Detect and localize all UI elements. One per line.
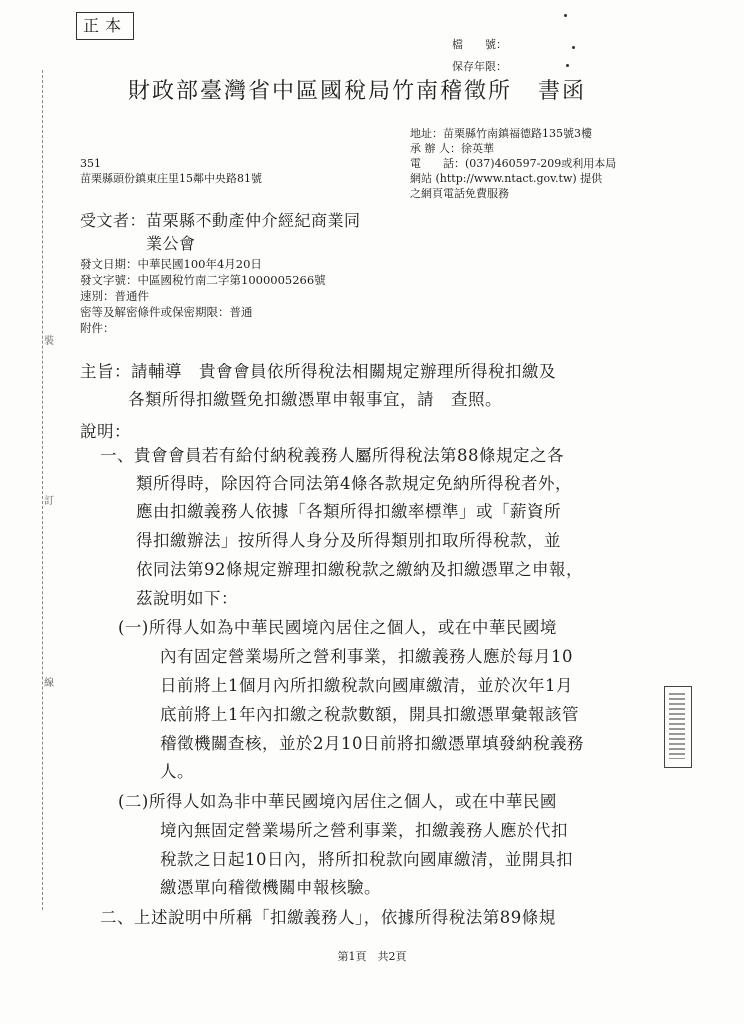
seal-stamp	[664, 686, 692, 768]
delivery-speed: 速別：普通件	[80, 289, 149, 303]
explanation-sub1-line: 人。	[160, 762, 194, 781]
document-type: 書函	[538, 79, 587, 104]
explanation-item1-line: 茲說明如下：	[136, 589, 238, 608]
explanation-sub2-line: 稅款之日起10日內，將所扣稅款向國庫繳清，並開具扣	[160, 850, 573, 869]
original-copy-stamp: 正本	[76, 12, 134, 40]
recipient-line1: 受文者：苗栗縣不動產仲介經紀商業同	[80, 211, 361, 230]
binding-mark: 裝	[44, 336, 54, 347]
explanation-sub1-line: 稽徵機關查核，並於2月10日前將扣繳憑單填發納稅義務	[160, 734, 584, 753]
subject-line2: 各類所得扣繳暨免扣繳憑單申報事宜，請 查照。	[128, 390, 502, 409]
recipient-address-block	[80, 156, 262, 186]
explanation-sub2-line: 繳憑單向稽徵機關申報核驗。	[160, 878, 381, 897]
recipient-address: 苗栗縣頭份鎮東庄里15鄰中央路81號	[80, 172, 262, 185]
file-number-label: 檔 號：	[452, 38, 507, 51]
explanation-heading: 說明：	[80, 422, 131, 441]
sender-info	[410, 126, 616, 201]
retention-period-label: 保存年限：	[452, 60, 507, 73]
explanation-sub1-line: 內有固定營業場所之營利事業，扣繳義務人應於每月10	[160, 647, 573, 666]
scan-speck	[572, 46, 575, 49]
explanation-item1-line: 得扣繳辦法」按所得人身分及所得類別扣取所得稅款，並	[136, 531, 561, 550]
issue-date: 發文日期：中華民國100年4月20日	[80, 257, 262, 271]
sender-website: 網站 (http://www.ntact.gov.tw) 提供	[410, 172, 603, 185]
scan-speck	[564, 14, 567, 17]
explanation-sub2-line: (二)所得人如為非中華民國境內居住之個人，或在中華民國	[118, 792, 557, 811]
explanation-sub1-line: 日前將上1個月內所扣繳稅款向國庫繳清，並於次年1月	[160, 676, 573, 695]
document-meta	[80, 256, 326, 336]
sender-address: 地址：苗栗縣竹南鎮福德路135號3樓	[410, 127, 592, 140]
explanation-item1-line: 一、貴會會員若有給付納稅義務人屬所得稅法第88條規定之各	[100, 446, 564, 465]
binding-mark: 訂	[44, 496, 54, 507]
seal-text-pattern	[669, 693, 685, 759]
explanation-sub2-line: 境內無固定營業場所之營利事業，扣繳義務人應於代扣	[160, 821, 568, 840]
sender-service: 之網頁電話免費服務	[410, 187, 509, 200]
binding-mark: 線	[44, 678, 54, 689]
explanation-item1-line: 依同法第92條規定辦理扣繳稅款之繳納及扣繳憑單之申報，	[136, 560, 583, 579]
subject-line1: 主旨：請輔導 貴會會員依所得稅法相關規定辦理所得稅扣繳及	[80, 362, 556, 381]
sender-handler: 承 辦 人：徐英華	[410, 142, 494, 155]
scan-speck	[566, 64, 569, 67]
binding-margin-line	[42, 70, 43, 910]
agency-name: 財政部臺灣省中區國稅局竹南稽徵所	[128, 79, 513, 104]
security-level: 密等及解密條件或保密期限：普通	[80, 305, 253, 319]
page-number: 第1頁 共2頁	[337, 950, 407, 963]
document-number: 發文字號：中區國稅竹南二字第1000005266號	[80, 273, 326, 287]
postal-code: 351	[80, 157, 101, 170]
attachment: 附件：	[80, 321, 115, 335]
explanation-item1-line: 應由扣繳義務人依據「各類所得扣繳率標準」或「薪資所	[136, 502, 561, 521]
recipient-line2: 業公會	[146, 234, 196, 253]
explanation-sub1-line: (一)所得人如為中華民國境內居住之個人，或在中華民國境	[118, 618, 557, 637]
explanation-sub1-line: 底前將上1年內扣繳之稅款數額，開具扣繳憑單彙報該管	[160, 705, 579, 724]
explanation-item1-line: 類所得時，除因符合同法第4條各款規定免納所得稅者外，	[136, 474, 572, 493]
explanation-item2-line: 二、上述說明中所稱「扣繳義務人」，依據所得稅法第89條規	[100, 908, 556, 927]
document-title	[128, 74, 586, 105]
sender-phone: 電 話：(037)460597-209或利用本局	[410, 157, 617, 170]
